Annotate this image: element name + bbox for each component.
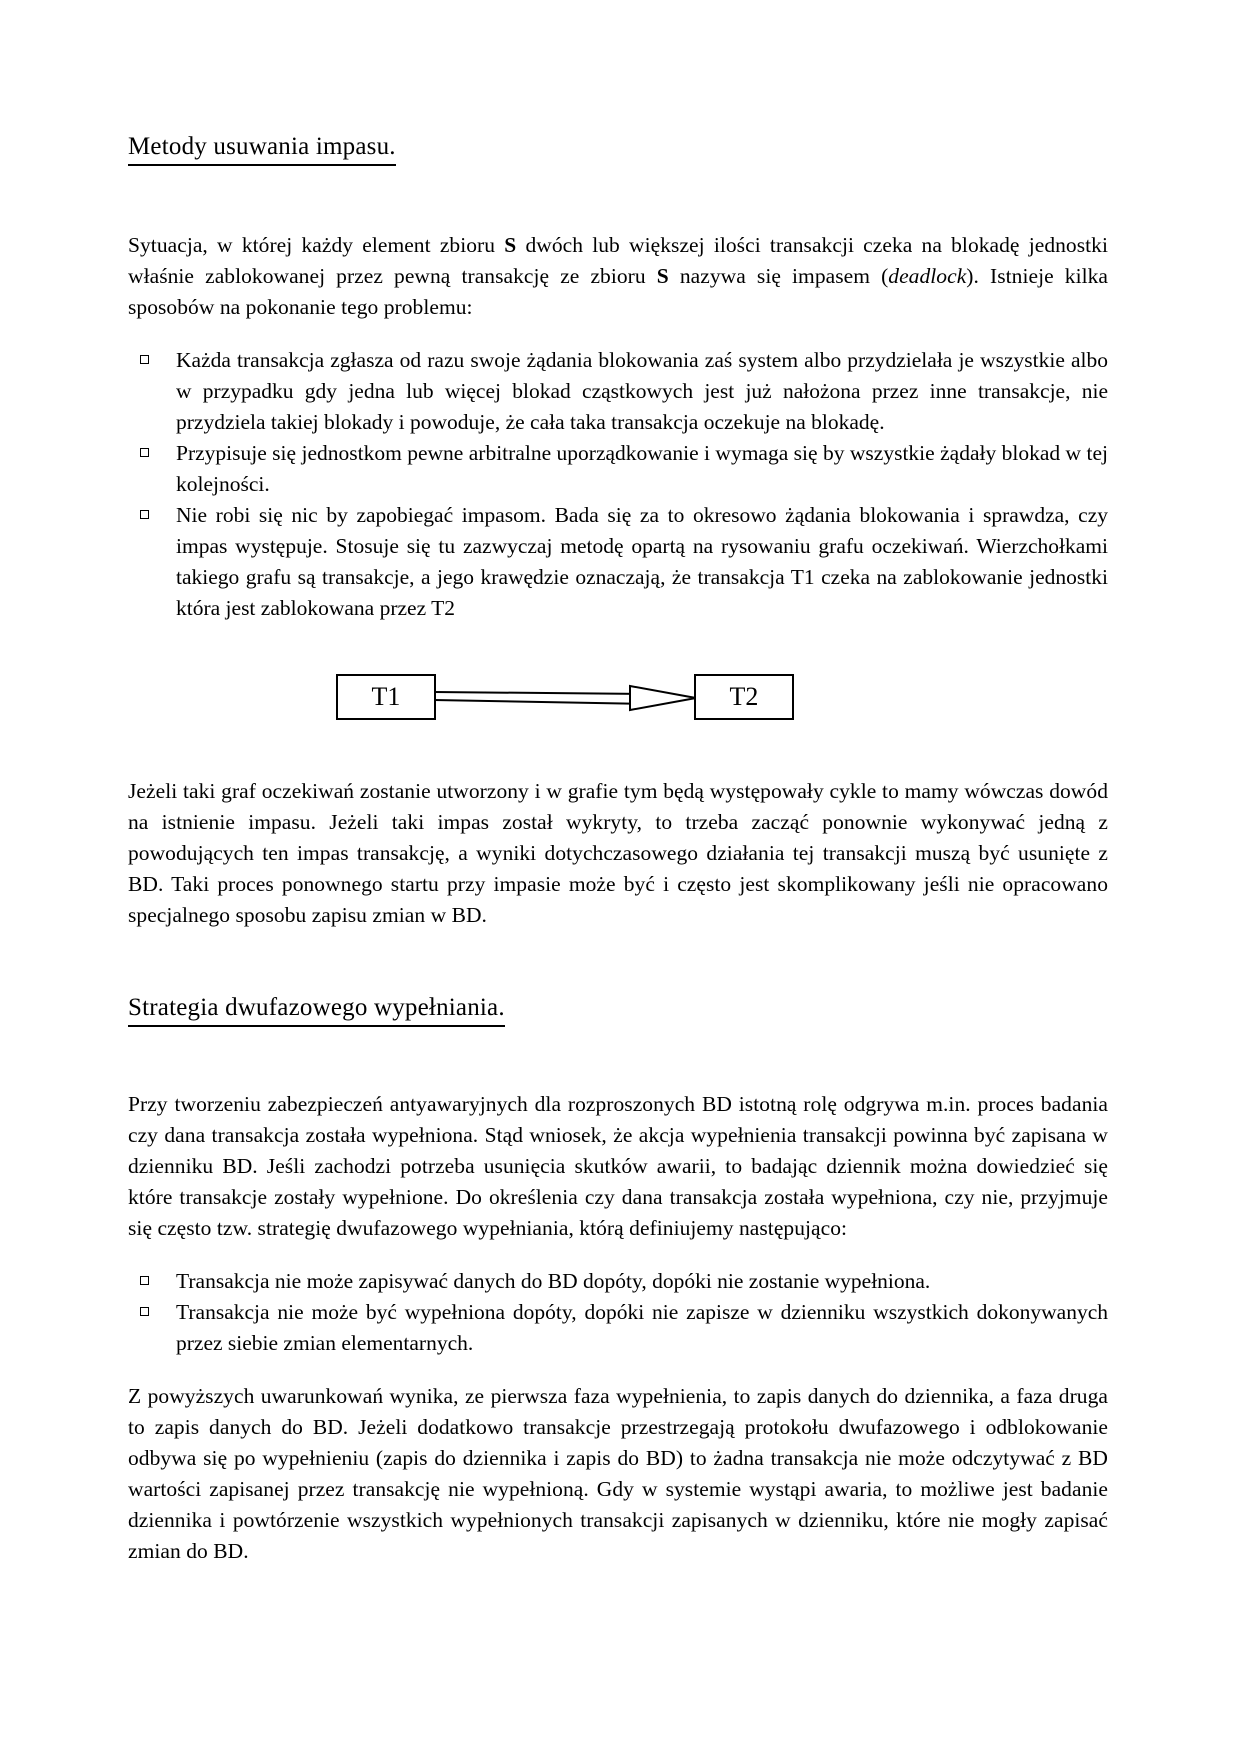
section-1-after-diagram-paragraph: Jeżeli taki graf oczekiwań zostanie utworzony i w grafie tym będą występowały cykle to mamy wówczas dowód na istnienie impasu. Jeżeli taki impas został wykryty, to trzeba zacząć ponownie wykonywać jedną z powodujących ten impas transakcję, a wyniki dotychczasowego działania tej transakcji muszą być usunięte z BD. Taki proces ponownego startu przy impasie może być i często jest skomplikowany jeśli nie opracowano specjalnego sposobu zapisu zmian w BD.: [128, 779, 1108, 927]
page-title: Metody usuwania impasu.: [128, 132, 396, 166]
section-2-title-wrapper: [128, 993, 1108, 1061]
section-2-title: Strategia dwufazowego wypełniania.: [128, 993, 505, 1027]
list-item-text: Każda transakcja zgłasza od razu swoje żądania blokowania zaś system albo przydzielała je wszystkie albo w przypadku gdy jedna lub więcej blokad cząstkowych jest już nałożona przez inne transakcje, nie przydziela takiej blokady i powoduje, że cała taka transakcja oczekuje na blokadę.: [176, 348, 1108, 434]
list-item-text: Przypisuje się jednostkom pewne arbitralne uporządkowanie i wymaga się by wszystkie żądały blokad w tej kolejności.: [176, 441, 1108, 496]
list-item-text: Transakcja nie może zapisywać danych do BD dopóty, dopóki nie zostanie wypełniona.: [176, 1269, 931, 1293]
square-bullet-icon: [140, 510, 149, 519]
section-2-bullet-list: [128, 1266, 1108, 1359]
section-2-intro-paragraph: Przy tworzeniu zabezpieczeń antyawaryjnych dla rozproszonych BD istotną rolę odgrywa m.in. proces badania czy dana transakcja została wypełniona. Stąd wniosek, że akcja wypełnienia transakcji powinna być zapisana w dzienniku BD. Jeśli zachodzi potrzeba usunięcia skutków awarii, to badając dziennik można dowiedzieć się które transakcje zostały wypełnione. Do określenia czy dana transakcja została wypełniona, czy nie, przyjmuje się często tzw. strategię dwufazowego wypełniania, którą definiujemy następująco:: [128, 1092, 1108, 1240]
intro-part-2: dwóch lub większej ilości transakcji czeka na blokadę jednostki właśnie zablokowanej przez pewną transakcję ze zbioru: [128, 233, 1108, 288]
list-item-text: Nie robi się nic by zapobiegać impasom. Bada się za to okresowo żądania blokowania i sprawdza, czy impas występuje. Stosuje się tu zazwyczaj metodę opartą na rysowaniu grafu oczekiwań. Wierzchołkami takiego grafu są transakcje, a jego krawędzie oznaczają, że transakcja T1 czeka na zablokowanie jednostki która jest zablokowana przez T2: [176, 503, 1108, 620]
wait-for-graph-diagram: [128, 660, 1108, 746]
list-item: [128, 1266, 1108, 1297]
list-item: [128, 1297, 1108, 1359]
diagram-canvas: [336, 660, 806, 746]
section-1-bullet-list: [128, 345, 1108, 624]
section-2-closing-paragraph: Z powyższych uwarunkowań wynika, ze pierwsza faza wypełnienia, to zapis danych do dziennika, a faza druga to zapis danych do BD. Jeżeli dodatkowo transakcje przestrzegają protokołu dwufazowego i odblokowanie odbywa się po wypełnieniu (zapis do dziennika i zapis do BD) to żadna transakcja nie może odczytywać z BD wartości zapisanej przez transakcję nie wypełnioną. Gdy w systemie wystąpi awaria, to możliwe jest badanie dziennika i powtórzenie wszystkich wypełnionych transakcji zapisanych w dzienniku, które nie mogły zapisać zmian do BD.: [128, 1384, 1108, 1563]
square-bullet-icon: [140, 355, 149, 364]
intro-italic-deadlock: deadlock: [888, 264, 967, 288]
diagram-edge-arrow-icon: [434, 674, 698, 720]
list-item-text: Transakcja nie może być wypełniona dopóty, dopóki nie zapisze w dzienniku wszystkich dokonywanych przez siebie zmian elementarnych.: [176, 1300, 1108, 1355]
intro-bold-s-2: S: [656, 264, 669, 288]
intro-bold-s-1: S: [504, 233, 517, 257]
intro-part-1: Sytuacja, w której każdy element zbioru: [128, 233, 505, 257]
square-bullet-icon: [140, 448, 149, 457]
diagram-node-t2: T2: [694, 674, 794, 720]
square-bullet-icon: [140, 1307, 149, 1316]
list-item: [128, 345, 1108, 438]
diagram-node-t1: T1: [336, 674, 436, 720]
intro-part-4: ). Istnieje kilka sposobów na pokonanie tego problemu:: [128, 264, 1109, 319]
square-bullet-icon: [140, 1276, 149, 1285]
list-item: [128, 438, 1108, 500]
list-item: [128, 500, 1108, 624]
section-1-title-wrapper: [128, 132, 1108, 200]
intro-part-3: nazywa się impasem (: [668, 264, 889, 288]
section-1-intro-paragraph: [128, 230, 1108, 323]
